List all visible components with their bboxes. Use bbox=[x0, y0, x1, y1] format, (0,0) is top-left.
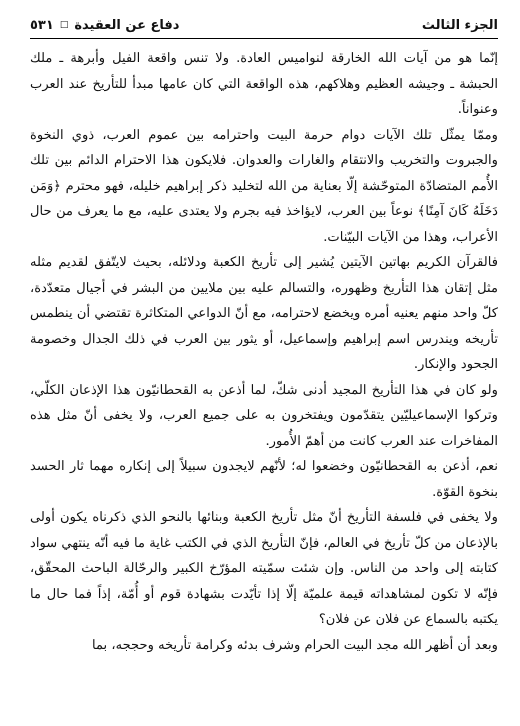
paragraph: فالقرآن الكريم بهاتين الآيتين يُشير إلى تأريخ الكعبة ودلائله، بحيث لايتّفق لقديم مثله مثل إتقان هذا التأريخ وظهوره، والتسالم عليه بين ملايين من البشر في أجيال متعدّدة، كلّ واحد منهم يعنيه أمره ويخضع لاحترامه، مع أنّ الدواعي المتكاثرة تقتضي أن ينطمس تأريخه ويندرس اسم إبراهيم وإسماعيل، أو يثور بين العرب في ذلك الجدال وخصومة الجحود والإنكار. bbox=[30, 255, 498, 372]
paragraph: ولو كان في هذا التأريخ المجيد أدنى شكّ، لما أذعن به القحطانيّون هذا الإذعان الكلّي، وتركوا الإسماعيليّين يتقدّمون ويفتخرون به على جميع العرب، ولا يخفى أنّ مثل هذه المفاخرات عند العرب كانت من أهمّ الأُمور. bbox=[30, 382, 498, 449]
page-number: ٥٣١ bbox=[30, 17, 54, 33]
paragraph: إنّما هو من آيات الله الخارقة لنواميس العادة. ولا تنس واقعة الفيل وأبرهة ـ ملك الحبشة ـ وجيشه العظيم وهلاكهم، هذه الواقعة التي كان عامها مبدأ للتأريخ عند العرب وعنواناً. bbox=[30, 51, 498, 117]
header-book-info bbox=[30, 18, 179, 33]
paragraph: وممّا يمثّل تلك الآيات دوام حرمة البيت واحترامه بين عموم العرب، ذوي النخوة والجبروت والتخريب والانتقام والغارات والعدوان. فلايكون هذا الاحترام الدائم بين تلك الأُمم المتضادّة المتوحّشة إلّا بعناية من الله لتخليد ذكر إبراهيم خليله، فهو محترم ﴿وَمَن دَخَلَهُ كَانَ آمِنًا﴾ نوعاً بين العرب، لايؤاخذ فيه بجرم ولا يعتدى عليه، مع ما يعرف من حال الأعراب، وهذا من الآيات البيّنات. bbox=[30, 127, 498, 245]
header-divider bbox=[30, 38, 498, 39]
paragraph: نعم، أذعن به القحطانيّون وخضعوا له؛ لأنّهم لايجدون سبيلاً إلى إنكاره مهما ثار الحسد بنخوة القوّة. bbox=[30, 459, 498, 500]
separator-square-icon: □ bbox=[59, 20, 69, 30]
paragraph: ولا يخفى في فلسفة التأريخ أنّ مثل تأريخ الكعبة وبنائها بالنحو الذي ذكرناه يكون أولى بالإذعان من كلّ تأريخ في العالم، فإنّ التأريخ الذي في الكتب غاية ما فيه أنّه ينتهي سواد كتابته إلى واحد من الناس. وإن شئت سمّيته المؤرّخ الكبير والرحّالة الباحث المحقّق، فإنّه لا تكون لمشاهداته قيمة علميّة إلّا إذا تأيّدت بشهادة قوم أو أُمّة، إذاً فما حال ما يكتبه بالسماع عن فلان عن فلان؟ bbox=[30, 510, 498, 627]
running-header bbox=[30, 14, 498, 36]
paragraph: وبعد أن أظهر الله مجد البيت الحرام وشرف بدئه وكرامة تأريخه وحججه، بما bbox=[91, 637, 498, 653]
chapter-title: الجزء الثالث bbox=[421, 17, 498, 33]
book-title: دفاع عن العقيدة bbox=[74, 17, 180, 33]
body-text bbox=[30, 46, 498, 658]
